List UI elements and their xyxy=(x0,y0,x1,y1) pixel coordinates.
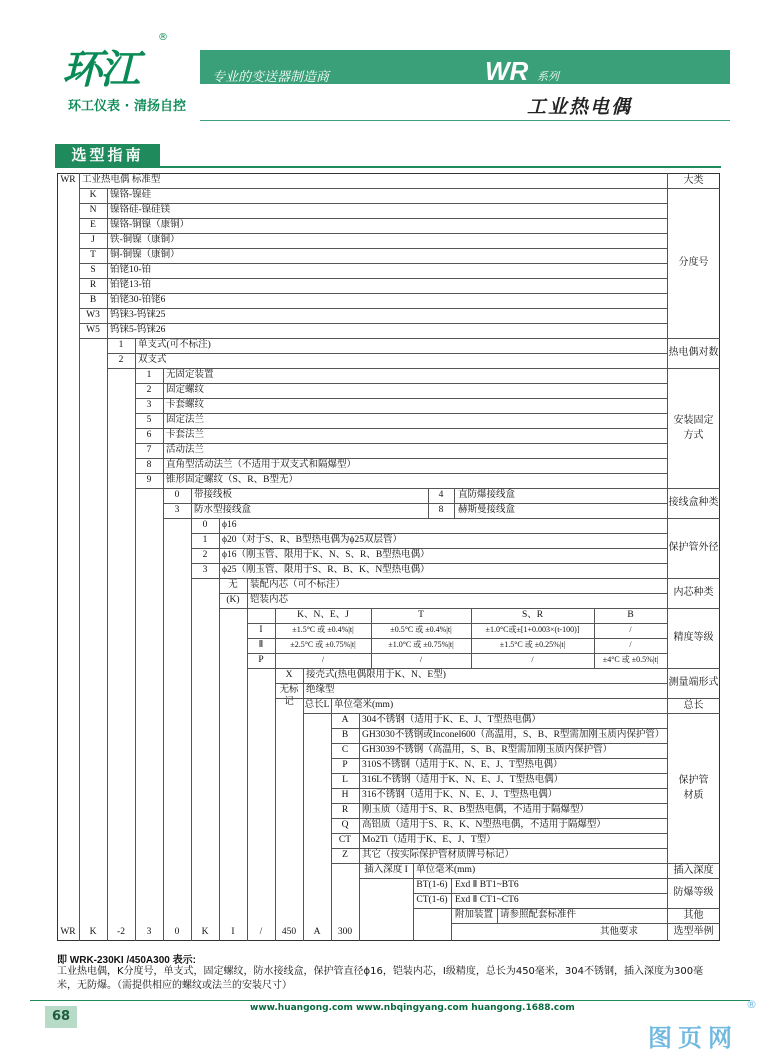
row-rule xyxy=(163,518,667,519)
col-rule xyxy=(219,518,220,578)
code-acc-0: I xyxy=(259,625,263,635)
cat-material-line1: 保护管 xyxy=(678,775,709,786)
code-acc-2: P xyxy=(258,655,264,665)
desc-end-1: 绝缘型 xyxy=(306,685,335,695)
code-graduation-6: R xyxy=(89,280,97,290)
code-end-0: X xyxy=(285,670,293,680)
category-rule xyxy=(667,713,720,714)
code-graduation-0: K xyxy=(89,190,97,200)
acc-cell-0-3: / xyxy=(629,625,632,634)
cat-end: 测量端形式 xyxy=(668,677,719,688)
example-code-9: A xyxy=(313,927,321,937)
code-mount-3: 5 xyxy=(146,415,152,425)
row-rule xyxy=(79,293,667,294)
acc-cell-1-1: ±1.0°C 或 ±0.75%|t| xyxy=(388,640,454,649)
code-graduation-1: N xyxy=(89,205,97,215)
footer-urls: www.huangong.com www.nbqingyang.com huangong.1688.com xyxy=(250,1003,575,1013)
col-rule xyxy=(359,713,360,863)
col-rule xyxy=(303,668,304,698)
acc-cell-2-1: / xyxy=(419,655,423,664)
code-ex-1: CT(1-6) xyxy=(416,895,448,905)
desc-material-2: GH3039不锈钢（高温用，S、B、R型需加刚玉质内保护管） xyxy=(362,745,613,755)
example-code-0: WR xyxy=(60,927,76,937)
desc-box2-0: 直防爆接线盒 xyxy=(458,490,516,500)
cat-od: 保护管外径 xyxy=(668,542,719,553)
desc-material-5: 316不锈钢（适用于K、N、E、J、T型热电偶） xyxy=(362,790,558,800)
col-rule xyxy=(471,608,472,668)
desc-pair-1: 双支式 xyxy=(138,355,167,365)
col-rule xyxy=(275,608,276,668)
code-graduation-7: B xyxy=(89,295,97,305)
category-rule xyxy=(667,188,720,189)
code-acc-1: Ⅱ xyxy=(258,640,264,650)
desc-length: 单位毫米(mm) xyxy=(334,700,394,710)
col-rule xyxy=(371,608,372,668)
desc-graduation-1: 镍铬硅-镍硅镁 xyxy=(110,205,171,215)
example-code-5: K xyxy=(201,927,209,937)
row-rule xyxy=(79,278,667,279)
desc-core-1: 铠装内芯 xyxy=(250,595,289,605)
col-rule xyxy=(219,578,220,941)
desc-graduation-3: 铁-铜镍（康铜） xyxy=(110,235,180,245)
col-rule xyxy=(135,368,136,941)
desc-box2-1: 赫斯曼接线盒 xyxy=(458,505,516,515)
cat-graduation: 分度号 xyxy=(678,257,709,268)
desc-box-1: 防水型接线盒 xyxy=(194,505,252,515)
category-rule xyxy=(667,578,720,579)
registered-mark: ® xyxy=(158,32,168,43)
col-rule xyxy=(303,698,304,941)
desc-graduation-5: 铂铑10-铂 xyxy=(110,265,152,275)
example-body: 工业热电偶，K分度号，单支式，固定螺纹，防水接线盒，保护管直径ϕ16，铠装内芯，Ⅰ级精度，总长为450毫米，304不锈钢，插入深度为300毫米，无防爆。（需提供相应的螺纹或法兰的安装尺寸） xyxy=(57,966,704,991)
col-rule xyxy=(247,608,248,941)
acc-cell-1-2: ±1.5°C 或 ±0.25%|t| xyxy=(499,640,566,649)
cat-depth: 插入深度 xyxy=(673,864,714,876)
desc-od-2: ϕ16（刚玉管、限用于K、N、S、R、B型热电偶） xyxy=(222,550,430,560)
example-code-4: 0 xyxy=(174,927,180,937)
desc-od-3: ϕ25（刚玉管、限用于S、R、B、K、N型热电偶） xyxy=(222,565,430,575)
desc-ex-0: Exd Ⅱ BT1~BT6 xyxy=(455,880,519,890)
code-graduation-4: T xyxy=(90,250,96,260)
acc-cell-2-0: / xyxy=(321,655,325,664)
code-material-5: H xyxy=(341,790,349,800)
code-length: 总长L xyxy=(304,700,330,710)
desc-mount-6: 直角型活动法兰（不适用于双支式和隔爆型） xyxy=(166,460,357,470)
col-rule xyxy=(594,608,595,668)
code-material-6: R xyxy=(341,805,349,815)
col-rule xyxy=(497,908,498,923)
col-rule xyxy=(79,188,80,941)
col-rule xyxy=(135,338,136,368)
code-graduation-3: J xyxy=(91,235,95,245)
code-mount-0: 1 xyxy=(146,370,152,380)
row-rule xyxy=(107,353,667,354)
desc-pair-0: 单支式(可不标注) xyxy=(138,340,211,350)
cat-acc: 精度等级 xyxy=(673,632,714,643)
slogan: 专业的变送器制造商 xyxy=(212,70,330,85)
row-rule xyxy=(135,383,667,384)
example-code-7: / xyxy=(259,927,263,937)
code-mount-1: 2 xyxy=(146,385,152,395)
cat-box: 接线盒种类 xyxy=(668,497,719,508)
row-rule xyxy=(135,443,667,444)
code-core-0: 无 xyxy=(228,580,238,590)
col-rule xyxy=(107,338,108,941)
example-code-2: -2 xyxy=(117,927,125,937)
code-mount-6: 8 xyxy=(146,460,152,470)
desc-material-1: GH3030不锈钢或Inconel600（高温用，S、B、R型需加刚玉质内保护管） xyxy=(362,730,665,740)
col-rule xyxy=(191,488,192,518)
section-rule xyxy=(55,166,721,168)
cat-mount-line1: 安装固定 xyxy=(673,415,714,426)
desc-mount-7: 锥形固定螺纹（S、R、B型无） xyxy=(166,475,298,485)
col-rule xyxy=(454,488,455,518)
desc-core-0: 装配内芯（可不标注） xyxy=(250,580,346,590)
col-rule xyxy=(331,713,332,941)
code-od-2: 2 xyxy=(202,550,208,560)
col-rule xyxy=(163,488,164,941)
category-rule xyxy=(667,668,720,669)
code-graduation-5: S xyxy=(90,265,96,275)
code-material-0: A xyxy=(341,715,349,725)
header-band-lower xyxy=(200,84,730,121)
code-mount-4: 6 xyxy=(146,430,152,440)
col-rule xyxy=(331,698,332,713)
cat-mount-line2: 方式 xyxy=(683,430,704,441)
example-code-6: I xyxy=(231,927,235,937)
col-rule xyxy=(247,578,248,608)
col-rule xyxy=(413,878,414,941)
desc-material-8: Mo2Ti（适用于K、E、J、T型） xyxy=(362,835,496,845)
code-material-2: C xyxy=(341,745,349,755)
section-title: 选型指南 xyxy=(55,144,160,166)
desc-material-3: 310S不锈钢（适用于K、N、E、J、T型热电偶） xyxy=(362,760,563,770)
page-number: 68 xyxy=(45,1006,77,1028)
row-rule xyxy=(135,413,667,414)
code-mount-5: 7 xyxy=(146,445,152,455)
desc-box-0: 带接线板 xyxy=(194,490,233,500)
col-rule xyxy=(451,878,452,908)
series-code: WR xyxy=(485,56,529,86)
watermark: 图页网 xyxy=(648,1024,738,1052)
code-od-3: 3 xyxy=(202,565,208,575)
desc-depth: 单位毫米(mm) xyxy=(416,865,476,875)
category-rule xyxy=(667,608,720,609)
col-rule xyxy=(79,173,80,188)
brand-name: 环工仪表 · 清扬自控 xyxy=(68,99,186,114)
desc-graduation-6: 铂铑13-铂 xyxy=(110,280,152,290)
desc-od-1: ϕ20（对于S、R、B型热电偶为ϕ25双层管） xyxy=(222,535,402,545)
desc-mount-0: 无固定装置 xyxy=(166,370,214,380)
row-rule xyxy=(451,923,667,924)
acc-cell-1-0: ±2.5°C 或 ±0.75%|t| xyxy=(290,640,356,649)
series-suffix: 系列 xyxy=(537,70,559,83)
watermark-registered: ® xyxy=(746,998,757,1011)
cat-example: 选型举例 xyxy=(673,926,714,937)
cat-material-line2: 材质 xyxy=(683,790,704,801)
code-pair-1: 2 xyxy=(118,355,124,365)
example-code-8: 450 xyxy=(281,927,297,937)
product-title: 工业热电偶 xyxy=(527,96,633,118)
code-mount-7: 9 xyxy=(146,475,152,485)
col-rule xyxy=(275,668,276,941)
company-logo: 环江 xyxy=(62,46,138,93)
desc-material-9: 其它（按实际保护管材质牌号标记） xyxy=(362,850,515,860)
code-ex-0: BT(1-6) xyxy=(416,880,448,890)
cat-core: 内芯种类 xyxy=(673,587,714,598)
desc-graduation-4: 铜-铜镍（康铜） xyxy=(110,250,180,260)
code-core-1: (K) xyxy=(226,595,240,605)
desc-mount-1: 固定螺纹 xyxy=(166,385,205,395)
desc-graduation-8: 钨铼3-钨铼25 xyxy=(110,310,166,320)
desc-ex-1: Exd Ⅱ CT1~CT6 xyxy=(455,895,519,905)
col-rule xyxy=(451,908,452,941)
desc-graduation-9: 钨铼5-钨铼26 xyxy=(110,325,166,335)
desc-mount-4: 卡套法兰 xyxy=(166,430,205,440)
desc-material-0: 304不锈钢（适用于K、E、J、T型热电偶） xyxy=(362,715,541,725)
category-rule xyxy=(667,518,720,519)
category-rule xyxy=(667,878,720,879)
code-od-0: 0 xyxy=(202,520,208,530)
row-rule xyxy=(79,308,667,309)
code-graduation-9: W5 xyxy=(86,325,100,335)
desc-graduation-7: 铂铑30-铂铑6 xyxy=(110,295,166,305)
code-graduation-2: E xyxy=(90,220,96,230)
col-rule xyxy=(163,368,164,488)
code-depth: 插入深度 I xyxy=(364,865,408,875)
category-rule xyxy=(667,488,720,489)
code-mount-2: 3 xyxy=(146,400,152,410)
cat-length: 总长 xyxy=(683,699,704,711)
example-title: 即 WRK-230KI /450A300 表示: xyxy=(57,955,196,966)
acc-cell-0-0: ±1.5°C 或 ±0.4%|t| xyxy=(292,625,354,634)
desc-material-7: 高铝质（适用于S、R、K、N型热电偶，不适用于隔爆型） xyxy=(362,820,606,830)
code-accessory: 附加装置 xyxy=(454,910,493,920)
row-rule xyxy=(79,188,720,189)
code-box2-1: 8 xyxy=(438,505,444,515)
example-code-3: 3 xyxy=(146,927,152,937)
acc-head-2: S、R xyxy=(521,610,544,620)
code-material-7: Q xyxy=(341,820,349,830)
acc-head-0: K、N、E、J xyxy=(297,610,349,620)
code-box-1: 3 xyxy=(174,505,180,515)
row-rule xyxy=(135,428,667,429)
desc-mount-3: 固定法兰 xyxy=(166,415,205,425)
code-end-1: 无标记 xyxy=(279,685,299,707)
desc-end-0: 接壳式(热电偶限用于K、N、E型) xyxy=(306,670,446,680)
acc-cell-2-2: / xyxy=(531,655,534,664)
col-rule xyxy=(428,488,429,518)
example-code-10: 300 xyxy=(337,927,353,937)
category-rule xyxy=(667,923,720,924)
code-pair-0: 1 xyxy=(118,340,124,350)
code-material-3: P xyxy=(342,760,348,770)
desc-wr: 工业热电偶 标准型 xyxy=(82,175,161,185)
acc-cell-1-3: / xyxy=(629,640,632,649)
acc-head-1: T xyxy=(418,610,424,620)
row-rule xyxy=(135,398,667,399)
footer-rule xyxy=(30,1000,750,1001)
acc-cell-0-2: ±1.0°C或±[1+0.003×(t-100)] xyxy=(485,625,580,634)
code-material-1: B xyxy=(341,730,349,740)
category-rule xyxy=(667,368,720,369)
row-rule xyxy=(79,323,667,324)
code-material-9: Z xyxy=(342,850,348,860)
col-rule xyxy=(359,863,360,941)
example-note: 其他要求 xyxy=(600,927,639,937)
desc-mount-2: 卡套螺纹 xyxy=(166,400,205,410)
code-graduation-8: W3 xyxy=(86,310,100,320)
col-rule xyxy=(413,863,414,878)
cat-pair: 热电偶对数 xyxy=(668,347,719,358)
code-material-4: L xyxy=(342,775,348,785)
acc-cell-0-1: ±0.5°C 或 ±0.4%|t| xyxy=(390,625,452,634)
desc-accessory: 请参照配套标准件 xyxy=(500,910,577,920)
col-rule xyxy=(107,188,108,338)
desc-material-6: 刚玉质（适用于S、R、B型热电偶，不适用于隔爆型） xyxy=(362,805,589,815)
desc-graduation-2: 镍铬-铜镍（康铜） xyxy=(110,220,190,230)
desc-mount-5: 活动法兰 xyxy=(166,445,205,455)
desc-od-0: ϕ16 xyxy=(222,520,237,530)
category-column-rule xyxy=(667,173,668,941)
acc-head-3: B xyxy=(627,610,634,620)
cat-accessory: 其他 xyxy=(683,909,704,921)
cat-main: 大类 xyxy=(683,174,704,186)
category-rule xyxy=(667,338,720,339)
code-wr: WR xyxy=(60,175,76,185)
code-box-0: 0 xyxy=(174,490,180,500)
code-material-8: CT xyxy=(338,835,352,845)
code-box2-0: 4 xyxy=(438,490,444,500)
desc-material-4: 316L不锈钢（适用于K、N、E、J、T型热电偶） xyxy=(362,775,564,785)
code-od-1: 1 xyxy=(202,535,208,545)
row-rule xyxy=(79,263,667,264)
acc-cell-2-3: ±4°C 或 ±0.5%|t| xyxy=(602,655,659,664)
example-code-1: K xyxy=(89,927,97,937)
desc-graduation-0: 镍铬-镍硅 xyxy=(110,190,152,200)
cat-ex: 防爆等级 xyxy=(673,887,714,898)
col-rule xyxy=(191,518,192,941)
